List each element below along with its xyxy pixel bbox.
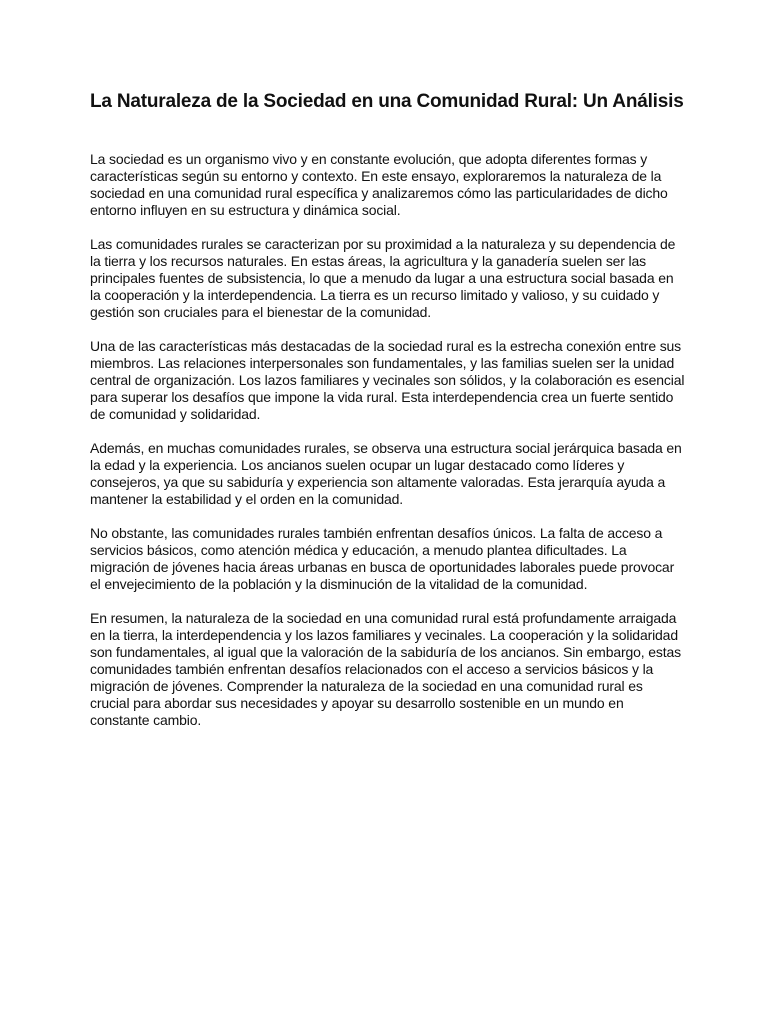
paragraph-2: Las comunidades rurales se caracterizan por su proximidad a la naturaleza y su dependencia de la tierra y los recursos naturales. En estas áreas, la agricultura y la ganadería suelen ser las principales fuentes de subsistencia, lo que a menudo da lugar a una estructura social basada en la cooperación y la interdependencia. La tierra es un recurso limitado y valioso, y su cuidado y gestión son cruciales para el bienestar de la comunidad.: [90, 236, 676, 320]
paragraph-6: En resumen, la naturaleza de la sociedad en una comunidad rural está profundamente arraigada en la tierra, la interdependencia y los lazos familiares y vecinales. La cooperación y la solidaridad son fundamentales, al igual que la valoración de la sabiduría de los ancianos. Sin embargo, estas comunidades también enfrentan desafíos relacionados con el acceso a servicios básicos y la migración de jóvenes. Comprender la naturaleza de la sociedad en una comunidad rural es crucial para abordar sus necesidades y apoyar su desarrollo sostenible en un mundo en constante cambio.: [90, 610, 681, 728]
document-page: [90, 88, 685, 746]
document-title: La Naturaleza de la Sociedad en una Comunidad Rural: Un Análisis: [90, 91, 684, 112]
paragraph-4: Además, en muchas comunidades rurales, se observa una estructura social jerárquica basada en la edad y la experiencia. Los ancianos suelen ocupar un lugar destacado como líderes y consejeros, ya que su sabiduría y experiencia son altamente valoradas. Esta jerarquía ayuda a mantener la estabilidad y el orden en la comunidad.: [90, 440, 682, 507]
paragraph-3: Una de las características más destacadas de la sociedad rural es la estrecha conexión entre sus miembros. Las relaciones interpersonales son fundamentales, y las familias suelen ser la unidad central de organización. Los lazos familiares y vecinales son sólidos, y la colaboración es esencial para superar los desafíos que impone la vida rural. Esta interdependencia crea un fuerte sentido de comunidad y solidaridad.: [90, 338, 685, 422]
paragraph-1: La sociedad es un organismo vivo y en constante evolución, que adopta diferentes formas y características según su entorno y contexto. En este ensayo, exploraremos la naturaleza de la sociedad en una comunidad rural específica y analizaremos cómo las particularidades de dicho entorno influyen en su estructura y dinámica social.: [90, 151, 668, 218]
paragraph-5: No obstante, las comunidades rurales también enfrentan desafíos únicos. La falta de acceso a servicios básicos, como atención médica y educación, a menudo plantea dificultades. La migración de jóvenes hacia áreas urbanas en busca de oportunidades laborales puede provocar el envejecimiento de la población y la disminución de la vitalidad de la comunidad.: [90, 525, 675, 592]
